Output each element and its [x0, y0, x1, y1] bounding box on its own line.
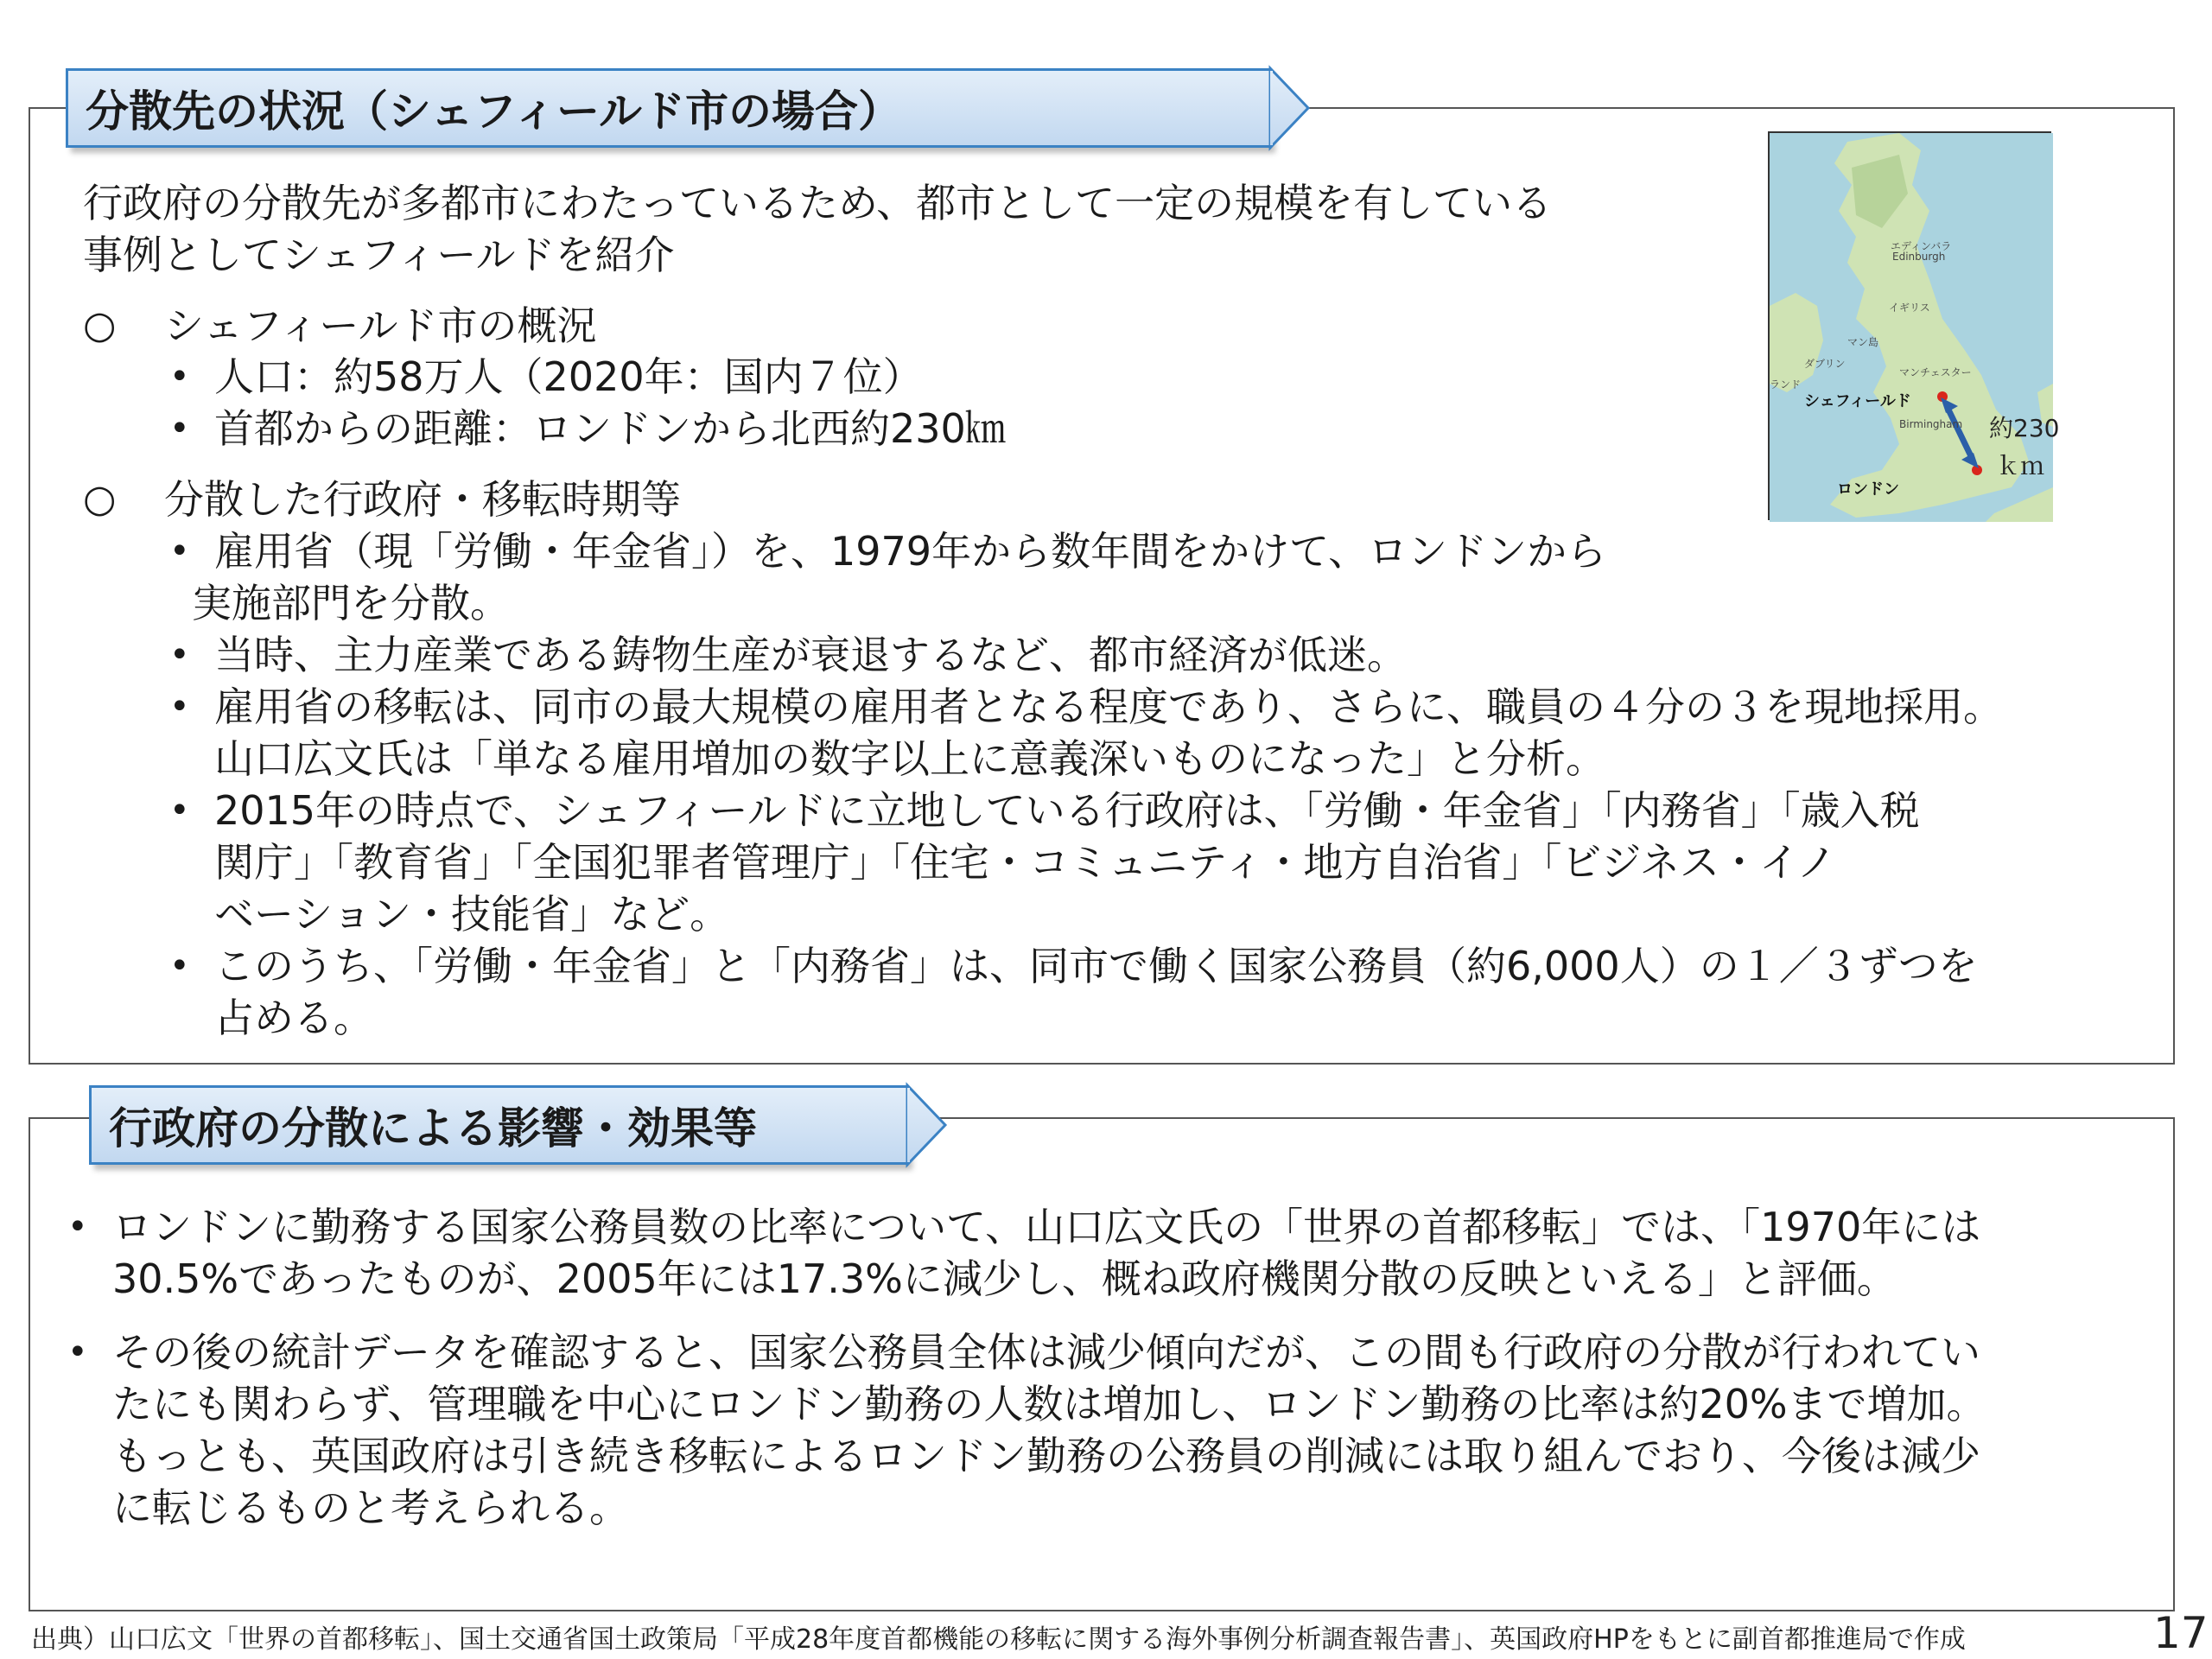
distance-unit: ｋｍ [1996, 452, 2045, 480]
effect-line: ロンドンに勤務する国家公務員数の比率について、山口広文氏の「世界の首都移転」では、「1970年には [112, 1204, 1981, 1250]
relocation-line: 2015年の時点で、シェフィールドに立地している行政府は、「労働・年金省」「内務省」「歳入税 [214, 787, 1920, 834]
map-label-isle-of-man: マン島 [1847, 336, 1879, 348]
map-label-dublin: ダブリン [1804, 358, 1846, 370]
bullet: • [169, 687, 190, 727]
intro-line-2: 事例としてシェフィールドを紹介 [83, 232, 675, 278]
bullet: • [169, 357, 190, 397]
overview-item-population: 人口：約58万人（2020年：国内７位） [214, 353, 923, 400]
bullet: • [169, 635, 190, 675]
source-citation: 出典）山口広文「世界の首都移転」、国土交通省国土政策局「平成28年度首都機能の移転に関する海外事例分析調査報告書」、英国政府HPをもとに副首都推進局で作成 [31, 1624, 1966, 1655]
map-label-london: ロンドン [1837, 480, 1899, 499]
relocation-line: 雇用省（現「労働・年金省」）を、1979年から数年間をかけて、ロンドンから [214, 528, 1607, 575]
overview-heading: シェフィールド市の概況 [164, 302, 597, 349]
uk-map [1768, 131, 2060, 520]
effect-line: もっとも、英国政府は引き続き移転によるロンドン勤務の公務員の削減には取り組んでおり、今後は減少 [112, 1433, 1980, 1479]
banner-arrow-tip [907, 1085, 947, 1165]
relocation-line: 雇用省の移転は、同市の最大規模の雇用者となる程度であり、さらに、職員の４分の３を現地採用。 [214, 683, 2003, 730]
section-title: 行政府の分散による影響・効果等 [109, 1103, 757, 1154]
relocation-line: 占める。 [214, 995, 373, 1041]
map-label-ireland: ランド [1770, 378, 1802, 391]
intro-line-1: 行政府の分散先が多都市にわたっているため、都市として一定の規模を有している [83, 180, 1553, 226]
banner-arrow-tip [1270, 68, 1310, 148]
bullet: • [169, 946, 190, 986]
section-title: 分散先の状況（シェフィールド市の場合） [86, 86, 901, 137]
relocation-heading: 分散した行政府・移転時期等 [164, 476, 681, 523]
bullet: • [169, 791, 190, 830]
relocation-line: 実施部門を分散。 [192, 580, 510, 626]
bullet: • [67, 1332, 88, 1372]
map-label-birmingham: Birmingham [1899, 418, 1963, 430]
relocation-line: ベーション・技能省」など。 [214, 891, 730, 938]
overview-item-distance: 首都からの距離：ロンドンから北西約230㎞ [214, 405, 1006, 452]
relocation-line: 関庁」「教育省」「全国犯罪者管理庁」「住宅・コミュニティ・地方自治省」「ビジネス・イノ [214, 839, 1837, 886]
relocation-line: 当時、主力産業である鋳物生産が衰退するなど、都市経済が低迷。 [214, 632, 1407, 678]
effect-line: 30.5%であったものが、2005年には17.3%に減少し、概ね政府機関分散の反映といえる」と評価。 [112, 1255, 1897, 1302]
map-label-edinburgh: Edinburgh [1892, 251, 1946, 263]
section-title-banner [66, 68, 1270, 148]
effect-line: に転じるものと考えられる。 [112, 1484, 629, 1531]
relocation-line: このうち、「労働・年金省」と「内務省」は、同市で働く国家公務員（約6,000人）の１／３ずつを [214, 943, 1978, 989]
section-title-banner [89, 1085, 907, 1165]
bullet: • [169, 409, 190, 448]
bullet: • [67, 1207, 88, 1247]
relocation-line: 山口広文氏は「単なる雇用増加の数字以上に意義深いものになった」と分析。 [214, 735, 1605, 782]
map-label-manchester: マンチェスター [1899, 366, 1972, 378]
page-number: 17 [2153, 1608, 2209, 1658]
map-label-sheffield: シェフィールド [1804, 392, 1911, 410]
circle-marker: ○ [83, 477, 117, 521]
map-label-uk: イギリス [1889, 302, 1930, 314]
circle-marker: ○ [83, 303, 117, 347]
map-label-edinburgh-ja: エディンバラ [1891, 240, 1952, 252]
distance-value: 約230 [1989, 414, 2060, 442]
effect-line: たにも関わらず、管理職を中心にロンドン勤務の人数は増加し、ロンドン勤務の比率は約20%まで増加。 [112, 1381, 1986, 1427]
bullet: • [169, 531, 190, 571]
effect-line: その後の統計データを確認すると、国家公務員全体は減少傾向だが、この間も行政府の分散が行われてい [112, 1329, 1980, 1376]
